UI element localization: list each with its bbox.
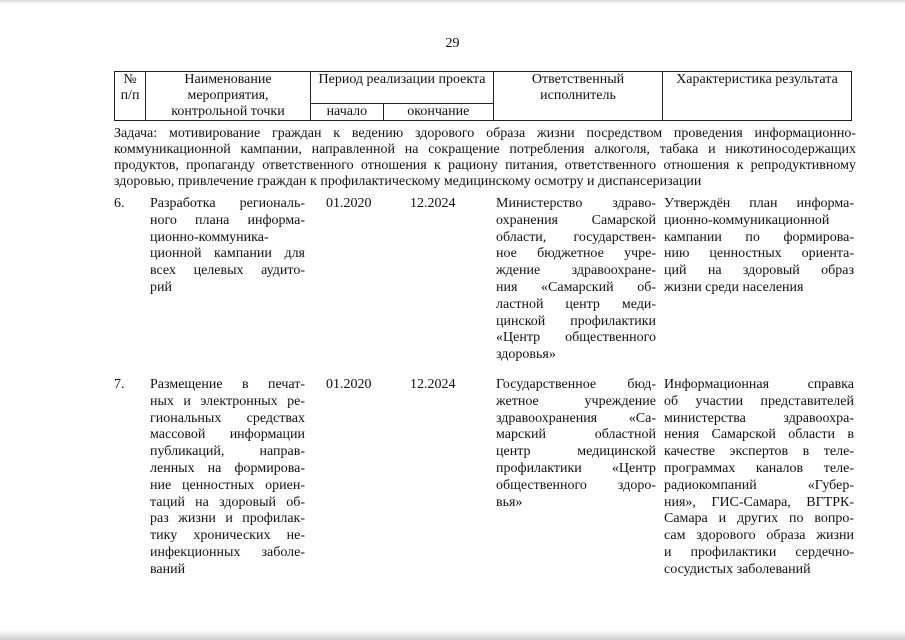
text-line: Размещение в печат-: [150, 377, 305, 392]
header-num: № п/п: [115, 72, 146, 121]
row-start-date: 01.2020: [326, 196, 372, 211]
text-line: ционно-коммуника-: [150, 229, 269, 245]
text-line: нения Самарской области в: [664, 427, 854, 443]
text-line: ций на здоровый образ: [664, 263, 854, 279]
header-start: начало: [311, 104, 384, 121]
text-line: ние ценностных ориен-: [150, 477, 305, 493]
text-line: Утверждён план информа-: [664, 196, 854, 211]
text-line: Самара и других по вопро-: [664, 511, 854, 527]
text-line: всех целевых аудито-: [150, 263, 305, 279]
row-name: [150, 196, 305, 297]
text-line: Разработка региональ-: [150, 196, 305, 211]
text-line: сам здорового образа жизни: [664, 528, 854, 544]
text-line: ния «Самарский об-: [496, 279, 656, 295]
page-bottom-edge: [0, 630, 905, 640]
text-line: об участии представителей: [664, 393, 854, 409]
text-line: области, государствен-: [496, 229, 656, 245]
header-end: окончание: [383, 104, 493, 121]
task-text: Задача: мотивирование граждан к ведению здорового образа жизни посредством проведения информационно-коммуникационной кампании, направленной на сокращение потребления алкоголя, табака и никотиносодержащих продуктов, пропаганду ответственного отношения к рациону питания, ответственного отношения к репродуктивному здоровью, привлечение граждан к профилактическому медицинскому осмотру и диспансеризации: [114, 126, 856, 189]
row-name: [150, 377, 305, 579]
text-line: Министерство здраво-: [496, 196, 656, 211]
text-line: программах каналов теле-: [664, 460, 854, 476]
row-start-date: 01.2020: [326, 377, 372, 392]
header-period: Период реализации проекта: [311, 72, 494, 104]
row-responsible: [496, 196, 656, 364]
row-result: [664, 377, 854, 579]
text-line: ластной центр меди-: [496, 296, 656, 312]
text-line: и профилактики сердечно-: [664, 544, 854, 560]
text-line: ждение здравоохране-: [496, 263, 656, 279]
text-line: нию ценностных ориента-: [664, 246, 854, 262]
text-line: жизни среди населения: [664, 279, 804, 295]
text-line: публикаций, направ-: [150, 444, 305, 460]
text-line: профилактики «Центр: [496, 460, 656, 476]
table-header: [114, 71, 852, 121]
text-line: массовой информации: [150, 427, 305, 443]
text-line: общественного здоро-: [496, 477, 656, 493]
text-line: ционно-коммуникационной: [664, 212, 830, 228]
text-line: марский областной: [496, 427, 656, 443]
text-line: Государственное бюд-: [496, 377, 656, 392]
text-line: центр медицинской: [496, 444, 656, 460]
text-line: инфекционных заболе-: [150, 544, 305, 560]
page-top-edge: [0, 0, 905, 4]
text-line: Информационная справка: [664, 377, 854, 392]
text-line: качестве экспертов в теле-: [664, 444, 854, 460]
text-line: здравоохранения «Са-: [496, 410, 656, 426]
text-line: цинской профилактики: [496, 313, 656, 329]
text-line: таций на здоровый об-: [150, 494, 305, 510]
text-line: охранения Самарской: [496, 212, 656, 228]
row-end-date: 12.2024: [410, 196, 456, 211]
text-line: здоровья»: [496, 347, 556, 363]
text-line: кампании по формирова-: [664, 229, 854, 245]
header-responsible: Ответственный исполнитель: [494, 72, 663, 121]
text-line: раз жизни и профилак-: [150, 511, 305, 527]
text-line: министерства здравоохра-: [664, 410, 854, 426]
row-number: 6.: [114, 196, 125, 211]
page-number: 29: [445, 36, 460, 51]
text-line: сосудистых заболеваний: [664, 561, 811, 577]
text-line: «Центр общественного: [496, 330, 656, 346]
text-line: ное бюджетное учре-: [496, 246, 656, 262]
text-line: радиокомпаний «Губер-: [664, 477, 854, 493]
text-line: ных и электронных ре-: [150, 393, 305, 409]
text-line: гиональных средствах: [150, 410, 305, 426]
text-line: ного плана информа-: [150, 212, 305, 228]
row-end-date: 12.2024: [410, 377, 456, 392]
text-line: ваний: [150, 561, 186, 577]
text-line: ния», ГИС-Самара, ВГТРК-: [664, 494, 854, 510]
row-responsible: [496, 377, 656, 511]
header-result: Характеристика результата: [663, 72, 852, 121]
row-number: 7.: [114, 377, 125, 392]
text-line: вья»: [496, 494, 523, 510]
header-name: Наименование мероприятия, контрольной точки: [146, 72, 311, 121]
text-line: тику хронических не-: [150, 528, 305, 544]
row-result: [664, 196, 854, 297]
text-line: рий: [150, 279, 172, 295]
text-line: ленных на формирова-: [150, 460, 305, 476]
text-line: ционной кампании для: [150, 246, 305, 262]
text-line: жетное учреждение: [496, 393, 656, 409]
